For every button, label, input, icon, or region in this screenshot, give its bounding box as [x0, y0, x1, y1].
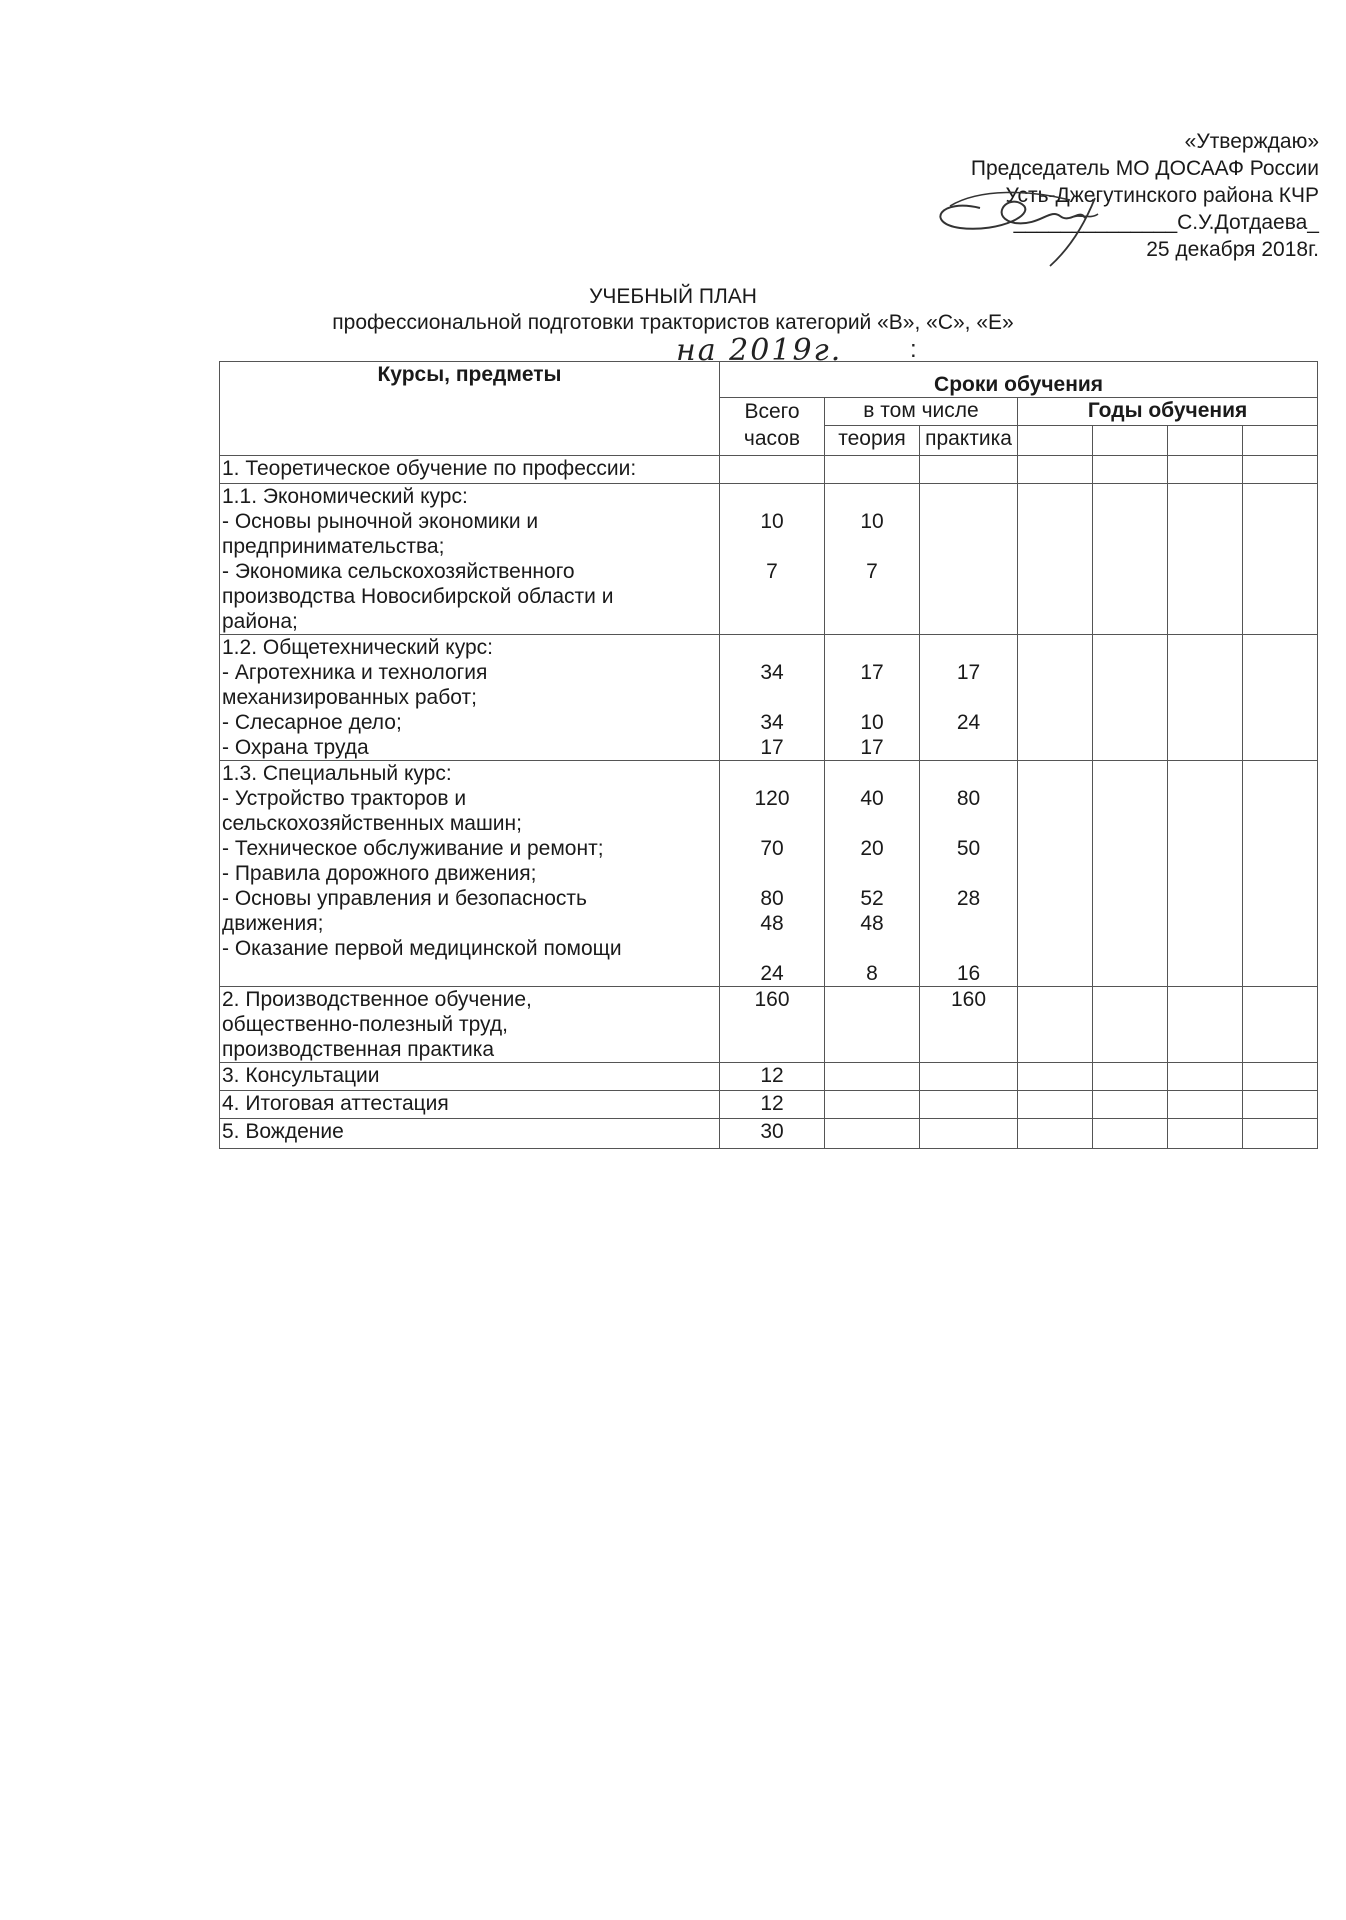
document-title: УЧЕБНЫЙ ПЛАН [589, 285, 757, 308]
header-years: Годы обучения [1018, 398, 1318, 426]
handwritten-mark: : [910, 336, 917, 363]
table-row [220, 456, 1318, 484]
year-cell [1018, 426, 1093, 456]
approval-heading: «Утверждаю» [1184, 130, 1319, 153]
table-row [220, 987, 1318, 1063]
row-title: 1.1. Экономический курс: - Основы рыночной экономики и предпринимательства; - Экономика сельскохозяйственного производства Новосибирской области и района; [220, 484, 720, 635]
approval-date: 25 декабря 2018г. [1146, 238, 1319, 261]
curriculum-table [219, 361, 1318, 1149]
row-title: 2. Производственное обучение, общественно-полезный труд, производственная практика [220, 987, 720, 1063]
approver-organization: Усть-Джегутинского района КЧР [1005, 184, 1319, 207]
handwritten-year-note: на 2019г. [676, 333, 843, 368]
theory-cell [825, 987, 920, 1063]
practice-cell: 17 24 [920, 635, 1018, 761]
header-terms: Сроки обучения [720, 362, 1318, 398]
approver-position: Председатель МО ДОСААФ России [970, 157, 1319, 180]
table-row [220, 1091, 1318, 1119]
approver-signature-line: ______________С.У.Дотдаева_ [1013, 211, 1319, 234]
row-title: 1.3. Специальный курс: - Устройство тракторов и сельскохозяйственных машин; - Техническое обслуживание и ремонт; - Правила дорожного движения; - Основы управления и безопасность движения; - Оказание первой медицинской помощи [220, 761, 720, 987]
practice-cell: 160 [920, 987, 1018, 1063]
row-title: 4. Итоговая аттестация [220, 1091, 720, 1119]
practice-cell: 80 50 28 16 [920, 761, 1018, 987]
theory-cell: 40 20 52 48 8 [825, 761, 920, 987]
theory-cell: 10 7 [825, 484, 920, 635]
theory-cell: 17 10 17 [825, 635, 920, 761]
total-hours-cell: 12 [720, 1091, 825, 1119]
row-title: 1. Теоретическое обучение по профессии: [220, 456, 720, 484]
handwritten-signature [920, 178, 1120, 268]
year-cell [1093, 426, 1168, 456]
total-hours-cell: 120 70 80 48 24 [720, 761, 825, 987]
header-theory: теория [825, 426, 920, 456]
header-total-hours: Всего часов [720, 398, 825, 456]
row-title: 1.2. Общетехнический курс: - Агротехника и технология механизированных работ; - Слесарное дело; - Охрана труда [220, 635, 720, 761]
total-hours-cell: 10 7 [720, 484, 825, 635]
total-hours-cell: 30 [720, 1119, 825, 1149]
header-practice: практика [920, 426, 1018, 456]
table-row [220, 761, 1318, 987]
document-subtitle: профессиональной подготовки трактористов категорий «В», «С», «Е» [332, 311, 1014, 334]
table-row [220, 1063, 1318, 1091]
total-hours-cell: 34 34 17 [720, 635, 825, 761]
header-courses: Курсы, предметы [220, 362, 720, 456]
total-hours-cell: 160 [720, 987, 825, 1063]
total-hours-cell: 12 [720, 1063, 825, 1091]
row-title: 5. Вождение [220, 1119, 720, 1149]
header-including: в том числе [825, 398, 1018, 426]
table-row [220, 484, 1318, 635]
table-row [220, 1119, 1318, 1149]
year-cell [1243, 426, 1318, 456]
row-title: 3. Консультации [220, 1063, 720, 1091]
table-row [220, 635, 1318, 761]
year-cell [1168, 426, 1243, 456]
